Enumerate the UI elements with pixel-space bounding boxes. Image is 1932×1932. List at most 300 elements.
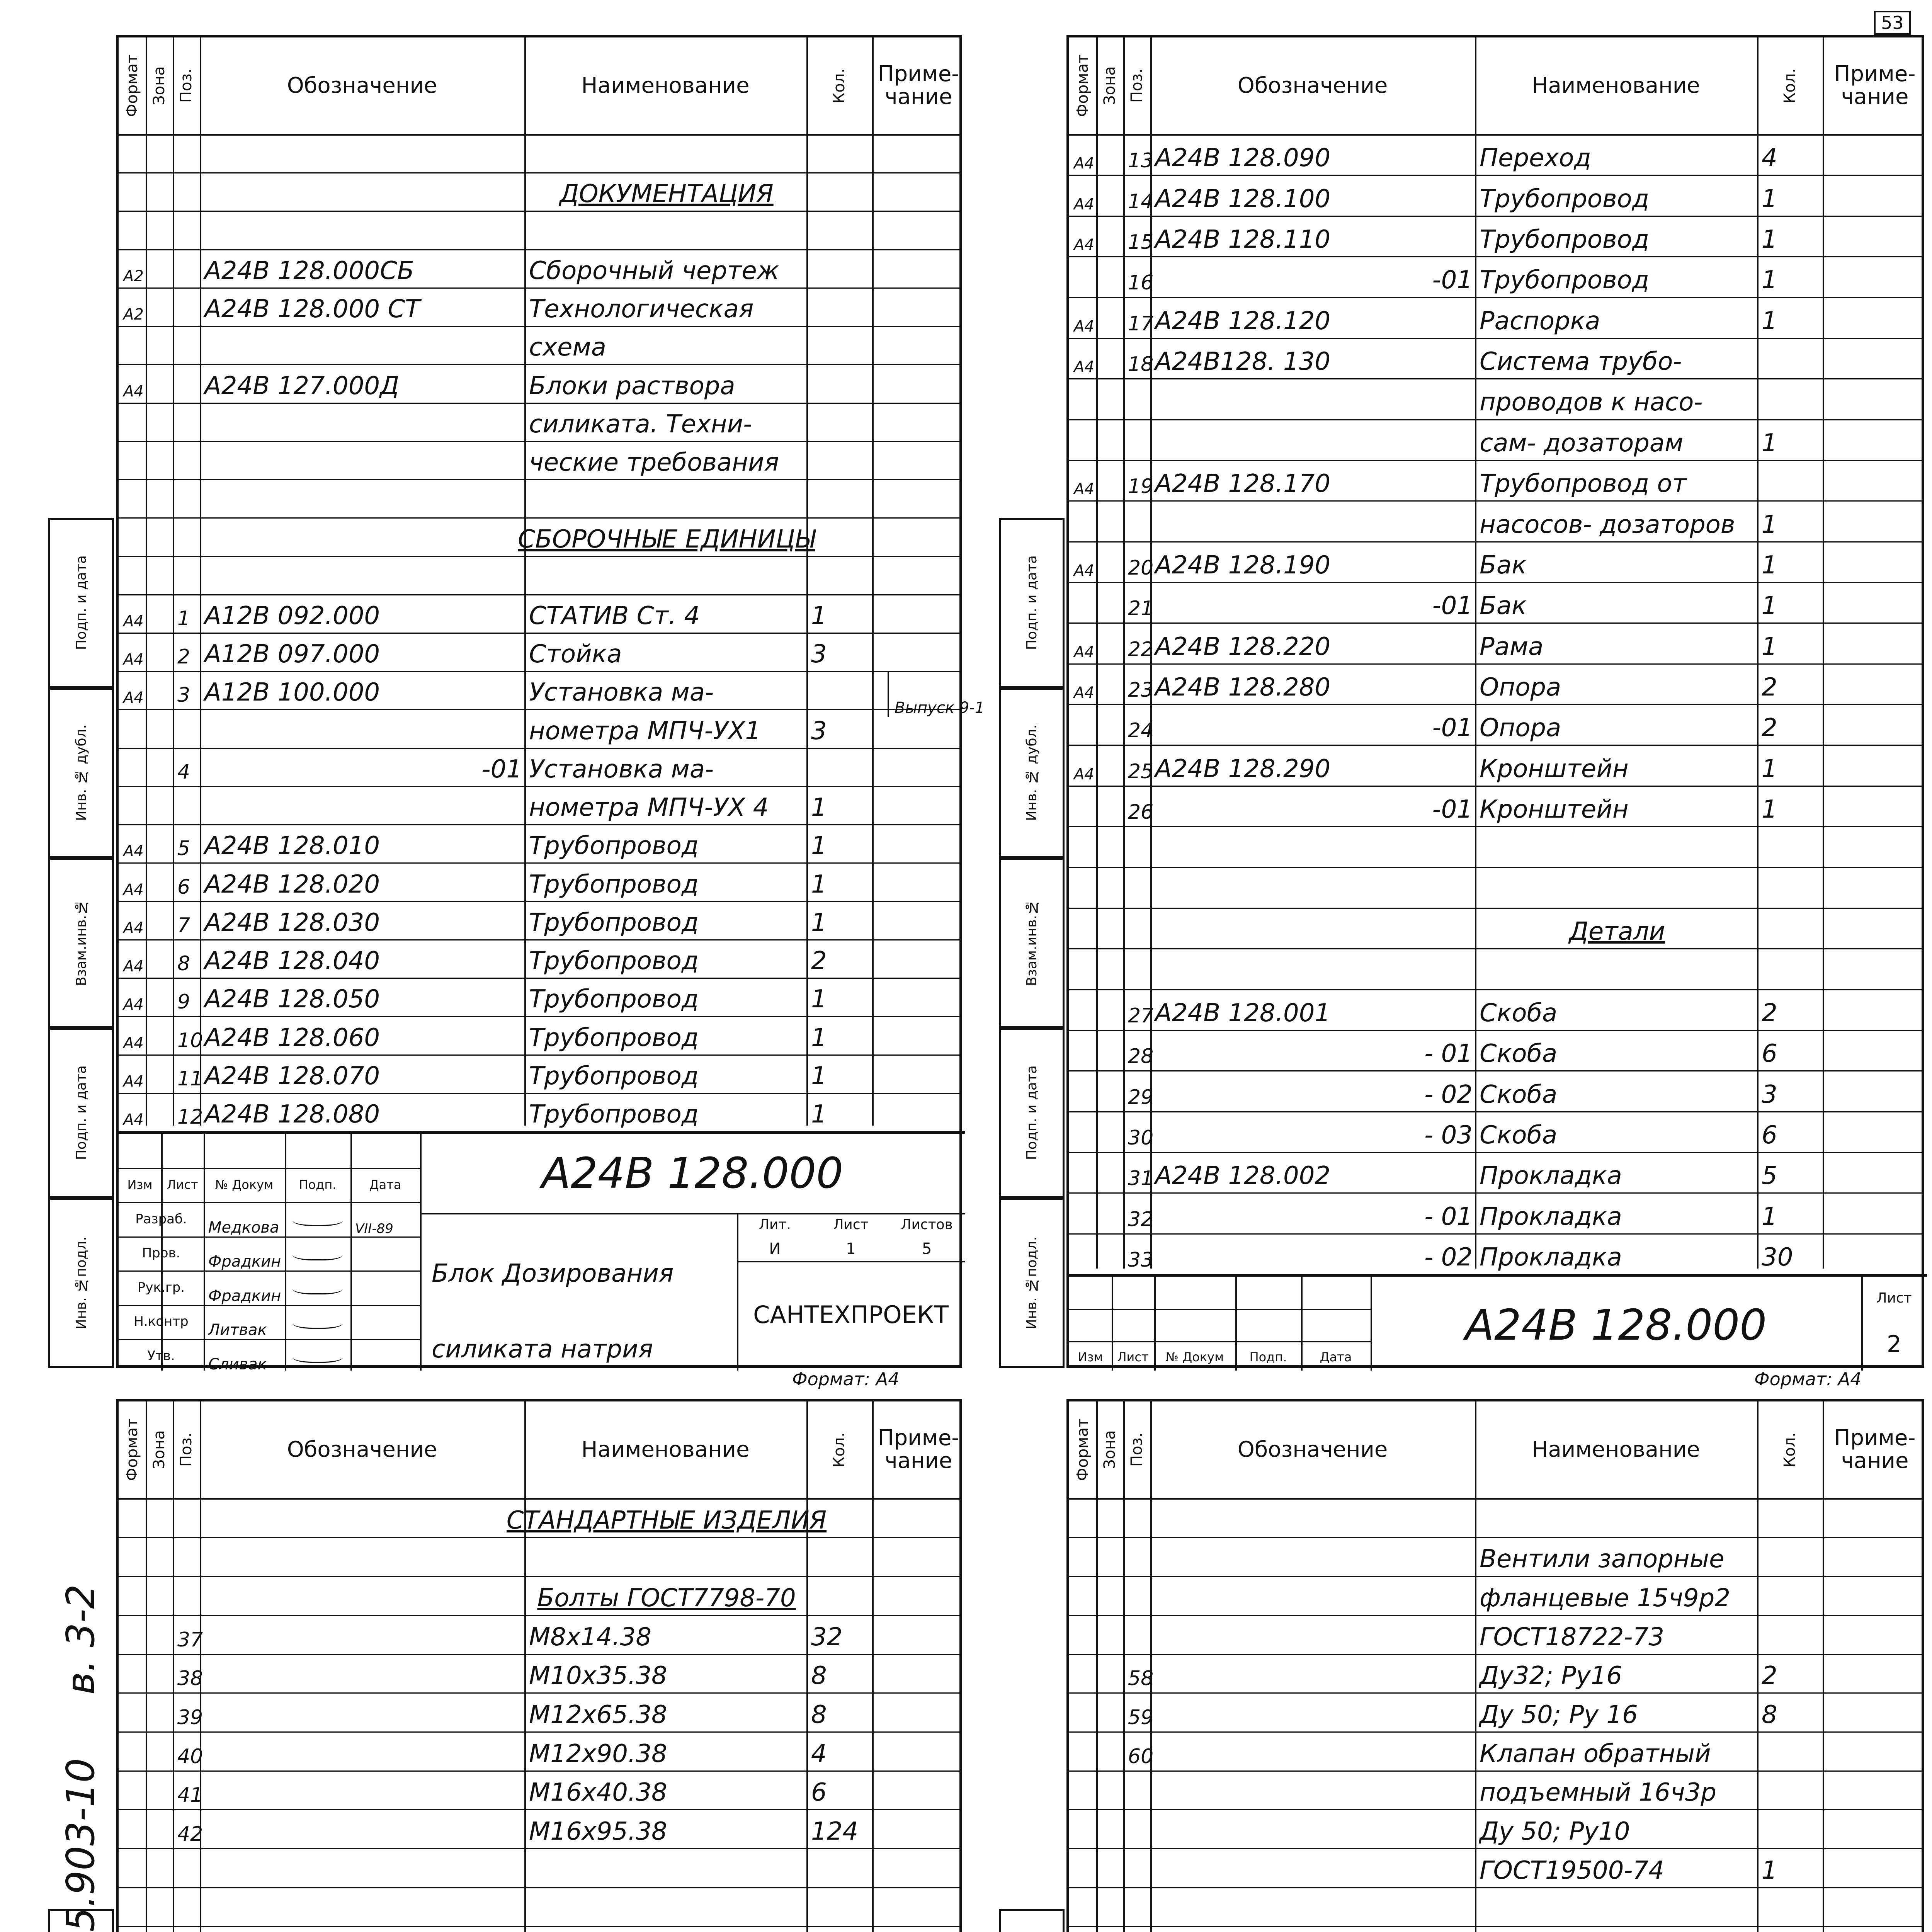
position-cell	[177, 287, 197, 323]
format-cell: А4	[123, 612, 144, 630]
qty-cell: 4	[811, 1739, 827, 1768]
qty-cell	[1762, 867, 1820, 905]
designation-cell	[204, 1848, 522, 1885]
format-cell	[1074, 1537, 1094, 1574]
qty-cell	[1762, 1770, 1820, 1807]
qty-cell	[1762, 1576, 1820, 1612]
designation-cell	[1155, 1537, 1473, 1574]
name-cell: Трубопровод	[529, 908, 699, 937]
designation-cell: А24В 128.060	[204, 1023, 380, 1052]
designation-cell	[204, 1809, 522, 1846]
format-cell	[123, 441, 143, 477]
signer-name: Сливак	[208, 1355, 267, 1373]
name-cell	[1480, 867, 1755, 905]
sidebar-stamp	[999, 518, 1065, 688]
designation-cell	[204, 786, 522, 822]
column-rule	[1757, 37, 1759, 1269]
designation-cell: А24В 128.290	[1155, 754, 1331, 783]
sidebar-stamp	[48, 688, 114, 858]
signature-mark	[293, 1213, 343, 1226]
document-code: А24В 128.000	[1465, 1300, 1767, 1350]
format-cell: А4	[1074, 684, 1094, 702]
format-cell	[1074, 1192, 1094, 1231]
format-cell	[1074, 1692, 1094, 1729]
format-cell	[1074, 1070, 1094, 1109]
pos-header: Поз.	[177, 1432, 195, 1467]
name-cell: Скоба	[1480, 1039, 1558, 1068]
qty-cell: 1	[1762, 510, 1777, 539]
position-cell	[177, 517, 197, 553]
position-cell: 32	[1128, 1208, 1154, 1231]
title-block-value: И	[769, 1240, 781, 1258]
format-cell	[1074, 1152, 1094, 1190]
name-cell: Технологическая	[529, 295, 754, 324]
qty-cell: 4	[1762, 144, 1777, 173]
qty-cell: 1	[1762, 429, 1777, 457]
format-cell	[123, 748, 143, 784]
format-cell	[1074, 1111, 1094, 1150]
position-cell: 31	[1128, 1167, 1154, 1190]
position-cell: 24	[1128, 719, 1154, 743]
position-cell	[177, 786, 197, 822]
designation-cell: А12В 097.000	[204, 640, 380, 669]
position-cell	[1128, 500, 1148, 539]
qty-cell	[811, 1926, 870, 1932]
format-cell	[1074, 256, 1094, 294]
position-cell: 17	[1128, 312, 1154, 335]
qty-cell: 1	[1762, 1856, 1777, 1885]
sidebar-stamp	[999, 1028, 1065, 1198]
name-cell: нометра МПЧ-УХ 4	[529, 793, 769, 822]
signature-mark	[293, 1349, 343, 1363]
title-block-caption: Лист	[167, 1177, 198, 1192]
designation-cell	[204, 1887, 522, 1924]
qty-cell: 2	[811, 947, 827, 976]
qty-cell: 1	[1762, 551, 1777, 580]
qty-cell	[811, 172, 870, 208]
position-cell	[177, 403, 197, 439]
title-block-caption: № Докум	[215, 1177, 274, 1192]
position-cell: 60	[1128, 1745, 1154, 1768]
qty-cell: 2	[1762, 998, 1777, 1027]
designation-cell	[1155, 1692, 1473, 1729]
organization-name: САНТЕХПРОЕКТ	[753, 1300, 949, 1329]
name-cell: Болты ГОСТ7798-70	[537, 1583, 796, 1612]
position-cell: 42	[177, 1822, 203, 1846]
position-cell	[1128, 1498, 1148, 1535]
sidebar-stamp-label: Подп. и дата	[73, 555, 89, 650]
qty-cell: 2	[1762, 1662, 1777, 1690]
name-cell	[529, 1926, 804, 1932]
qty-cell	[811, 403, 870, 439]
sidebar-stamp	[48, 1028, 114, 1198]
qty-cell: 1	[1762, 225, 1777, 254]
title-block-caption: Подп.	[299, 1177, 337, 1192]
format-cell	[123, 1809, 143, 1846]
designation-cell	[204, 709, 522, 745]
qty-cell: 2	[1762, 714, 1777, 743]
position-cell	[177, 1498, 197, 1535]
qty-cell	[1762, 1887, 1820, 1924]
qty-header: Кол.	[1781, 1432, 1799, 1468]
position-cell	[1128, 1576, 1148, 1612]
spec-sheet-2	[1066, 35, 1924, 1368]
format-header: Формат	[1074, 54, 1092, 117]
position-cell	[177, 1848, 197, 1885]
format-cell	[1074, 1030, 1094, 1068]
format-cell	[1074, 948, 1094, 986]
position-cell	[177, 1537, 197, 1574]
column-rule	[1475, 37, 1476, 1269]
designation-cell	[204, 1731, 522, 1768]
sidebar-stamp	[48, 1198, 114, 1368]
designation-cell: А24В 128.090	[1155, 144, 1331, 173]
designation-cell	[204, 479, 522, 515]
position-cell: 29	[1128, 1085, 1154, 1109]
column-rule	[872, 37, 874, 1126]
designation-cell: А24В 128.002	[1155, 1162, 1331, 1190]
format-caption: Формат: А4	[792, 1369, 900, 1389]
qty-cell	[1762, 1731, 1820, 1768]
title-block-rule	[1069, 1309, 1371, 1310]
qty-header: Кол.	[830, 1432, 848, 1468]
format-cell	[123, 326, 143, 362]
format-cell	[1074, 378, 1094, 417]
name-cell	[529, 556, 804, 592]
format-cell	[123, 211, 143, 247]
designation-cell: - 02	[1424, 1080, 1473, 1109]
format-cell	[1074, 826, 1094, 864]
position-cell: 7	[177, 913, 190, 937]
format-cell: А4	[123, 957, 144, 976]
position-cell: 18	[1128, 353, 1154, 376]
designation-cell	[204, 403, 522, 439]
qty-cell	[1762, 1498, 1820, 1535]
designation-cell	[1155, 1809, 1473, 1846]
zone-header: Зона	[1101, 1430, 1119, 1469]
name-cell: ГОСТ19500-74	[1480, 1856, 1664, 1885]
column-rule	[524, 37, 526, 1126]
qty-cell	[811, 211, 870, 247]
name-cell	[529, 134, 804, 170]
position-cell: 3	[177, 684, 190, 707]
product-name-line-2: силиката натрия	[432, 1335, 653, 1364]
position-cell: 59	[1128, 1706, 1154, 1729]
title-block-caption: Дата	[1320, 1349, 1352, 1364]
designation-cell	[204, 1654, 522, 1690]
format-cell: А4	[123, 1034, 144, 1052]
qty-cell: 3	[811, 716, 827, 745]
role-label: Разраб.	[135, 1211, 187, 1227]
format-cell	[123, 1615, 143, 1651]
qty-cell	[1762, 1537, 1820, 1574]
name-cell: схема	[529, 333, 606, 362]
sidebar-stamp	[999, 688, 1065, 858]
format-cell	[123, 172, 143, 208]
name-cell: проводов к насо-	[1480, 388, 1703, 417]
format-cell: А4	[123, 1111, 144, 1129]
sidebar-stamp-label: Инв. №подл.	[73, 1236, 89, 1330]
position-cell: 10	[177, 1029, 203, 1052]
designation-cell: -01	[1432, 714, 1473, 743]
name-header: Наименование	[1532, 73, 1700, 98]
name-cell: Ду32; Ру16	[1480, 1662, 1622, 1690]
position-cell: 58	[1128, 1667, 1154, 1690]
sidebar-stamp-label: Инв. № дубл.	[73, 724, 89, 821]
qty-cell	[811, 1848, 870, 1885]
position-cell	[1128, 867, 1148, 905]
format-cell	[123, 1498, 143, 1535]
format-cell	[123, 1731, 143, 1768]
qty-cell: 32	[811, 1622, 843, 1651]
qty-cell: 1	[1762, 184, 1777, 213]
zone-header: Зона	[150, 66, 168, 105]
format-cell	[123, 786, 143, 822]
designation-header: Обозначение	[1237, 73, 1388, 98]
position-cell: 1	[177, 607, 190, 630]
qty-cell	[811, 1887, 870, 1924]
name-cell: Стойка	[529, 640, 622, 669]
note-header: Приме-чание	[878, 1425, 959, 1473]
position-cell: 13	[1128, 149, 1154, 173]
position-cell	[1128, 1926, 1148, 1932]
name-cell: Клапан обратный	[1480, 1739, 1711, 1768]
designation-cell	[1155, 1926, 1473, 1932]
designation-cell: А12В 100.000	[204, 678, 380, 707]
name-cell: ческие требования	[529, 448, 779, 477]
pos-header: Поз.	[1128, 68, 1146, 103]
designation-cell	[204, 1770, 522, 1807]
designation-cell	[204, 517, 522, 553]
format-cell: А4	[123, 996, 144, 1014]
column-rule	[1096, 37, 1098, 1269]
format-cell	[1074, 1615, 1094, 1651]
sidebar-stamp	[999, 858, 1065, 1028]
signer-name: Литвак	[208, 1321, 267, 1339]
issue-note: в. 3-2	[58, 1584, 103, 1695]
designation-cell	[1155, 500, 1473, 539]
qty-cell: 1	[811, 601, 827, 630]
designation-cell	[204, 1615, 522, 1651]
qty-cell	[811, 1498, 870, 1535]
position-cell	[177, 211, 197, 247]
designation-cell	[1155, 1848, 1473, 1885]
note-header: Приме-чание	[1834, 1425, 1916, 1473]
name-cell: Блоки раствора	[529, 371, 735, 400]
column-rule	[1823, 37, 1824, 1269]
name-cell: Опора	[1480, 714, 1561, 743]
name-cell: Ду 50; Ру10	[1480, 1817, 1630, 1846]
format-cell	[123, 1926, 143, 1932]
qty-cell: 1	[1762, 306, 1777, 335]
column-rule	[1123, 37, 1125, 1269]
format-cell	[1074, 1926, 1094, 1932]
position-cell	[1128, 1887, 1148, 1924]
name-cell: фланцевые 15ч9р2	[1480, 1583, 1730, 1612]
position-cell	[177, 709, 197, 745]
position-cell	[177, 1887, 197, 1924]
sidebar-stamp-column	[999, 518, 1065, 1368]
name-cell	[1480, 1498, 1755, 1535]
designation-cell: А24В 128.070	[204, 1061, 380, 1090]
sidebar-stamp-column	[999, 1909, 1065, 1932]
designation-cell	[1155, 1576, 1473, 1612]
designation-cell: А24В 127.000Д	[204, 371, 400, 400]
designation-cell	[1155, 1887, 1473, 1924]
name-cell: подъемный 16ч3р	[1480, 1778, 1717, 1807]
designation-header: Обозначение	[1237, 1437, 1388, 1462]
position-cell	[177, 556, 197, 592]
designation-cell: -01	[1432, 795, 1473, 824]
designation-cell	[204, 1926, 522, 1932]
position-cell: 41	[177, 1784, 203, 1807]
position-cell: 30	[1128, 1126, 1154, 1150]
format-cell	[123, 517, 143, 553]
title-block-caption: Лист	[1117, 1349, 1149, 1364]
name-cell: Трубопровод	[529, 1061, 699, 1090]
name-cell: Скоба	[1480, 1080, 1558, 1109]
format-cell	[123, 1692, 143, 1729]
product-name-line-1: Блок Дозирования	[432, 1259, 674, 1288]
name-cell: Установка ма-	[529, 678, 714, 707]
position-cell: 12	[177, 1105, 203, 1129]
name-cell: М16х95.38	[529, 1817, 667, 1846]
note-header: Приме-чание	[1834, 61, 1916, 109]
designation-cell	[204, 1692, 522, 1729]
format-cell	[123, 1770, 143, 1807]
qty-cell: 2	[1762, 673, 1777, 702]
qty-cell	[1762, 908, 1820, 946]
designation-cell: - 01	[1424, 1202, 1473, 1231]
qty-cell: 1	[1762, 1202, 1777, 1231]
position-cell: 2	[177, 645, 190, 669]
name-cell: Кронштейн	[1480, 754, 1629, 783]
format-cell	[1074, 1731, 1094, 1768]
position-cell: 8	[177, 952, 190, 976]
qty-cell: 5	[1762, 1162, 1777, 1190]
position-cell	[177, 1576, 197, 1612]
position-cell: 23	[1128, 678, 1154, 702]
format-cell	[123, 1887, 143, 1924]
name-cell	[1480, 948, 1755, 986]
name-cell: нометра МПЧ-УХ1	[529, 716, 761, 745]
position-cell: 26	[1128, 801, 1154, 824]
designation-cell	[204, 211, 522, 247]
position-cell	[1128, 419, 1148, 457]
name-cell: Трубопровод	[529, 985, 699, 1014]
title-block-value: 5	[922, 1240, 932, 1258]
designation-cell: А24В 128.170	[1155, 469, 1331, 498]
designation-cell	[204, 134, 522, 170]
name-cell	[529, 479, 804, 515]
signer-name: Медкова	[208, 1218, 279, 1236]
role-label: Утв.	[147, 1348, 175, 1364]
position-cell: 6	[177, 875, 190, 899]
title-block	[119, 1131, 965, 1371]
issue-bracket-note: Выпуск 9-1	[888, 671, 972, 717]
designation-cell: - 01	[1424, 1039, 1473, 1068]
qty-cell	[1762, 338, 1820, 376]
position-cell: 33	[1128, 1248, 1154, 1272]
format-cell	[1074, 1654, 1094, 1690]
designation-cell: -01	[1432, 266, 1473, 295]
position-cell: 15	[1128, 231, 1154, 254]
position-cell: 14	[1128, 190, 1154, 213]
qty-cell: 6	[1762, 1121, 1777, 1150]
format-cell	[1074, 1498, 1094, 1535]
signature-mark	[293, 1315, 343, 1328]
qty-cell: 3	[811, 640, 827, 669]
title-block-caption: Лист	[833, 1216, 869, 1233]
qty-cell: 1	[811, 832, 827, 861]
title-block-caption: Подп.	[1249, 1349, 1287, 1364]
qty-cell	[811, 287, 870, 323]
designation-cell	[204, 1537, 522, 1574]
designation-cell: А24В128. 130	[1155, 347, 1331, 376]
name-cell: М8х14.38	[529, 1622, 652, 1651]
qty-cell: 8	[1762, 1700, 1777, 1729]
position-cell	[1128, 1848, 1148, 1885]
format-header: Формат	[1074, 1418, 1092, 1481]
position-cell: 21	[1128, 597, 1154, 621]
qty-cell: 1	[811, 908, 827, 937]
designation-cell: А24В 128.030	[204, 908, 380, 937]
position-cell: 9	[177, 990, 190, 1014]
position-cell	[1128, 378, 1148, 417]
qty-cell: 1	[1762, 795, 1777, 824]
designation-cell: А24В 128.000 СТ	[204, 295, 420, 324]
qty-cell	[811, 364, 870, 400]
name-cell: Прокладка	[1480, 1202, 1622, 1231]
designation-cell: А24В 128.010	[204, 832, 380, 861]
name-cell: Рама	[1480, 632, 1544, 661]
qty-cell: 1	[811, 1100, 827, 1129]
position-cell	[177, 134, 197, 170]
name-cell: Детали	[1569, 917, 1665, 946]
qty-cell	[811, 326, 870, 362]
qty-cell: 1	[811, 985, 827, 1014]
name-cell: Распорка	[1480, 306, 1600, 335]
format-cell: А4	[123, 382, 144, 400]
name-cell: СБОРОЧНЫЕ ЕДИНИЦЫ	[518, 525, 815, 554]
qty-cell	[811, 556, 870, 592]
name-cell: СТАТИВ Ст. 4	[529, 601, 700, 630]
designation-cell: -01	[481, 755, 522, 784]
name-cell: Скоба	[1480, 998, 1558, 1027]
qty-cell	[811, 1537, 870, 1574]
note-header: Приме-чание	[878, 61, 959, 109]
qty-cell: 6	[811, 1778, 827, 1807]
designation-cell: А24В 128.050	[204, 985, 380, 1014]
title-block-caption: Дата	[369, 1177, 401, 1192]
format-cell: А4	[1074, 236, 1094, 254]
position-cell: 19	[1128, 475, 1154, 498]
designation-cell	[204, 172, 522, 208]
designation-cell	[204, 326, 522, 362]
position-cell: 4	[177, 760, 190, 784]
spec-sheet-4	[1066, 1399, 1924, 1932]
position-cell: 16	[1128, 271, 1154, 295]
signature-mark	[293, 1281, 343, 1294]
position-cell: 37	[177, 1628, 203, 1651]
format-cell: А4	[123, 689, 144, 707]
name-cell: силиката. Техни-	[529, 410, 752, 439]
name-cell: М12х90.38	[529, 1739, 667, 1768]
sidebar-stamp-label: Взам.инв.№	[1024, 899, 1040, 986]
name-cell: СТАНДАРТНЫЕ ИЗДЕЛИЯ	[506, 1506, 827, 1535]
qty-cell	[1762, 1809, 1820, 1846]
qty-cell: 1	[1762, 592, 1777, 621]
